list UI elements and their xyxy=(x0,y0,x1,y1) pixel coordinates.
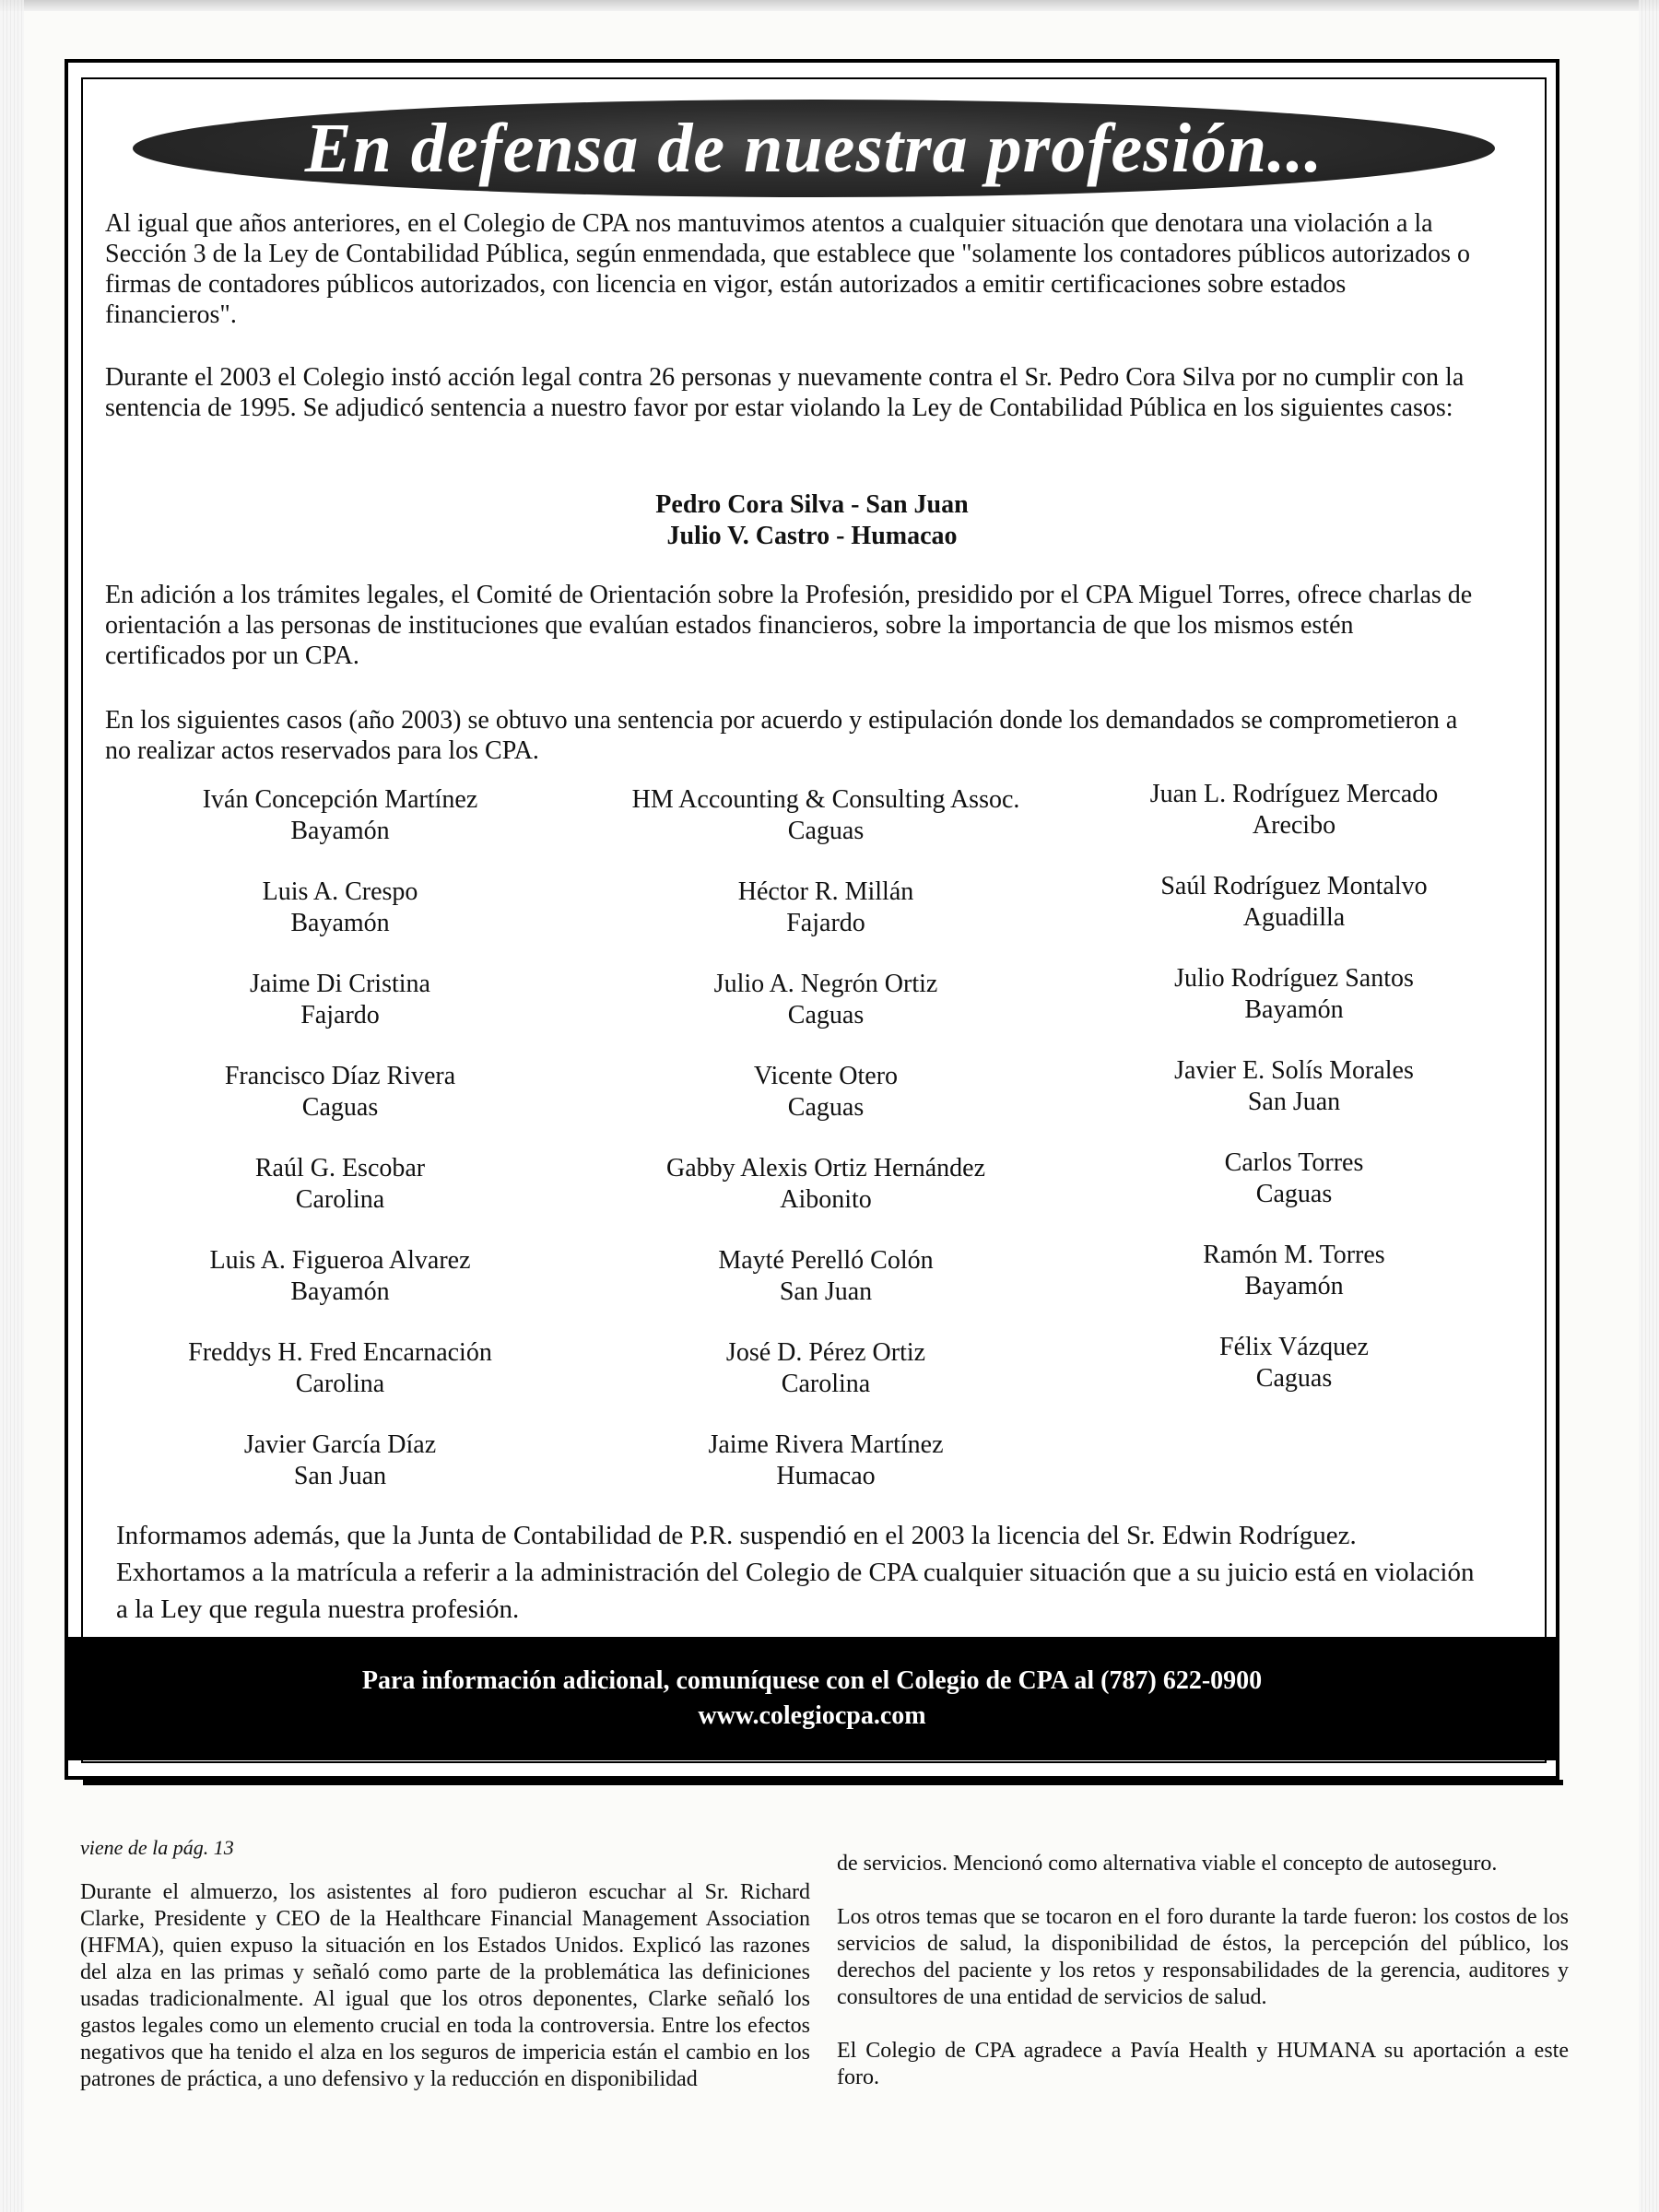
judgment-item: Pedro Cora Silva - San Juan xyxy=(655,490,969,519)
case-entry xyxy=(1054,1332,1534,1424)
case-city: Bayamón xyxy=(1244,1272,1344,1300)
case-city: Caguas xyxy=(787,817,865,845)
case-name: Francisco Díaz Rivera xyxy=(224,1062,456,1090)
case-name: Mayté Perelló Colón xyxy=(718,1246,934,1275)
article-title: En defensa de nuestra profesión... xyxy=(304,109,1324,187)
website-link[interactable]: www.colegiocpa.com xyxy=(698,1701,926,1730)
case-entry xyxy=(1054,779,1534,871)
case-city: Arecibo xyxy=(1252,811,1336,840)
case-city: Carolina xyxy=(781,1370,871,1398)
cases-column-3 xyxy=(1054,779,1534,1424)
case-entry xyxy=(586,1430,1065,1522)
case-entry xyxy=(586,784,1065,877)
case-city: Bayamón xyxy=(290,909,390,937)
case-entry xyxy=(100,1153,580,1245)
case-name: Raúl G. Escobar xyxy=(254,1154,426,1182)
case-entry xyxy=(586,877,1065,969)
case-city: Bayamón xyxy=(1244,995,1344,1024)
case-entry xyxy=(586,1153,1065,1245)
cases-column-2 xyxy=(586,784,1065,1522)
closing-paragraph: Informamos además, que la Junta de Contabilidad de P.R. suspendió en el 2003 la licencia del Sr. Edwin Rodríguez. Exhortamos a la matrícula a referir a la administración del Colegio de CPA cualquier situación que a su juicio está en violación a la Ley que regula nuestra profesión. xyxy=(116,1521,1475,1624)
title-banner xyxy=(133,100,1495,197)
case-entry xyxy=(100,969,580,1061)
case-name: HM Accounting & Consulting Assoc. xyxy=(631,785,1020,814)
case-city: San Juan xyxy=(1247,1088,1341,1116)
case-name: Iván Concepción Martínez xyxy=(202,785,478,814)
case-name: Luis A. Figueroa Alvarez xyxy=(209,1246,471,1275)
body-paragraph: de servicios. Mencionó como alternativa viable el concepto de autoseguro. xyxy=(837,1852,1498,1876)
case-city: Caguas xyxy=(787,1093,865,1122)
continued-from-note: viene de la pág. 13 xyxy=(80,1836,234,1859)
box-shadow xyxy=(83,1780,1563,1785)
case-entry xyxy=(100,784,580,877)
body-paragraph: Durante el almuerzo, los asistentes al foro pudieron escuchar al Sr. Richard Clarke, Presidente y CEO de la Healthcare Financial Management Association (HFMA), quien expuso la situación en los Estados Unidos. Explicó las razones del alza en las primas y señaló como parte de la problemática las definiciones usadas tradicionalmente. Al igual que los otros deponentes, Clarke señaló los gastos legales como un elemento crucial en toda la controversia. Entre los efectos negativos que ha tenido el alza en los seguros de impericia están el cambio en los patrones de práctica, a uno defensivo y la reducción en disponibilidad xyxy=(80,1880,810,2091)
case-name: Julio A. Negrón Ortiz xyxy=(713,970,938,998)
case-name: Julio Rodríguez Santos xyxy=(1174,964,1414,993)
case-city: Bayamón xyxy=(290,1277,390,1306)
scan-left-edge xyxy=(0,0,24,2212)
case-entry xyxy=(100,1245,580,1337)
judgment-list xyxy=(68,489,1556,552)
case-name: Félix Vázquez xyxy=(1219,1333,1369,1361)
case-name: Héctor R. Millán xyxy=(737,877,914,906)
case-name: Ramón M. Torres xyxy=(1203,1241,1385,1269)
case-entry xyxy=(100,1337,580,1430)
case-entry xyxy=(1054,1055,1534,1147)
legal-action-paragraph: Durante el 2003 el Colegio instó acción legal contra 26 personas y nuevamente contra el Sr. Pedro Cora Silva por no cumplir con la sentencia de 1995. Se adjudicó sentencia a nuestro favor por estar violando la Ley de Contabilidad Pública en los siguientes casos: xyxy=(105,363,1465,422)
case-name: Carlos Torres xyxy=(1224,1148,1364,1177)
case-city: Fajardo xyxy=(300,1001,380,1030)
case-entry xyxy=(586,969,1065,1061)
case-name: Jaime Rivera Martínez xyxy=(708,1430,944,1459)
cases-column-1 xyxy=(100,784,580,1522)
case-name: Juan L. Rodríguez Mercado xyxy=(1149,780,1439,808)
judgment-item: Julio V. Castro - Humacao xyxy=(666,522,958,550)
case-city: Bayamón xyxy=(290,817,390,845)
case-entry xyxy=(1054,963,1534,1055)
case-name: Saúl Rodríguez Montalvo xyxy=(1160,872,1428,900)
case-entry xyxy=(1054,1240,1534,1332)
case-entry xyxy=(586,1061,1065,1153)
case-entry xyxy=(586,1337,1065,1430)
case-name: José D. Pérez Ortiz xyxy=(725,1338,926,1367)
case-entry xyxy=(100,877,580,969)
case-name: Gabby Alexis Ortiz Hernández xyxy=(666,1154,985,1182)
case-entry xyxy=(1054,1147,1534,1240)
continued-column-left xyxy=(80,1834,810,2120)
case-city: Caguas xyxy=(301,1093,379,1122)
case-city: Fajardo xyxy=(786,909,865,937)
case-city: Aguadilla xyxy=(1242,903,1346,932)
case-name: Freddys H. Fred Encarnación xyxy=(188,1338,492,1367)
body-paragraph: El Colegio de CPA agradece a Pavía Health y HUMANA su aportación a este foro. xyxy=(837,2039,1569,2089)
intro-paragraph: Al igual que años anteriores, en el Colegio de CPA nos mantuvimos atentos a cualquier situación que denotara una violación a la Sección 3 de la Ley de Contabilidad Pública, según enmendada, que establece que "solamente los contadores públicos autorizados o firmas de contadores públicos autorizados, con licencia en vigor, están autorizados a emitir certificaciones sobre estados financieros". xyxy=(105,209,1470,329)
case-entry xyxy=(586,1245,1065,1337)
case-name: Vicente Otero xyxy=(753,1062,899,1090)
case-city: Caguas xyxy=(787,1001,865,1030)
scan-top-shade xyxy=(0,0,1659,11)
case-entry xyxy=(100,1430,580,1522)
case-city: Caguas xyxy=(1255,1364,1333,1393)
agreement-paragraph: En los siguientes casos (año 2003) se obtuvo una sentencia por acuerdo y estipulación donde los demandados se comprometieron a no realizar actos reservados para los CPA. xyxy=(105,706,1458,765)
case-entry xyxy=(1054,871,1534,963)
case-name: Luis A. Crespo xyxy=(262,877,418,906)
case-name: Javier García Díaz xyxy=(243,1430,437,1459)
case-city: San Juan xyxy=(293,1462,387,1490)
case-name: Jaime Di Cristina xyxy=(250,970,430,998)
case-city: Humacao xyxy=(776,1462,876,1490)
case-entry xyxy=(100,1061,580,1153)
contact-line: Para información adicional, comuníquese con el Colegio de CPA al (787) 622-0900 xyxy=(361,1666,1263,1695)
body-paragraph: Los otros temas que se tocaron en el foro durante la tarde fueron: los costos de los servicios de salud, la disponibilidad de éstos, la percepción del público, los derechos del paciente y los retos y responsabilidades de la gerencia, auditores y consultores de una entidad de servicios de salud. xyxy=(837,1905,1569,2009)
case-city: Caguas xyxy=(1255,1180,1333,1208)
case-city: Carolina xyxy=(295,1370,385,1398)
case-city: San Juan xyxy=(779,1277,873,1306)
orientation-paragraph: En adición a los trámites legales, el Comité de Orientación sobre la Profesión, presidido por el CPA Miguel Torres, ofrece charlas de orientación a las personas de instituciones que evalúan estados financieros, sobre la importancia de que los mismos estén certificados por un CPA. xyxy=(105,581,1473,670)
scan-right-edge xyxy=(1639,0,1659,2212)
case-city: Carolina xyxy=(295,1185,385,1214)
case-city: Aibonito xyxy=(780,1185,872,1214)
contact-footer xyxy=(66,1637,1558,1760)
case-name: Javier E. Solís Morales xyxy=(1174,1056,1414,1085)
continued-column-right xyxy=(837,1851,1569,2118)
article-box xyxy=(65,59,1559,1780)
